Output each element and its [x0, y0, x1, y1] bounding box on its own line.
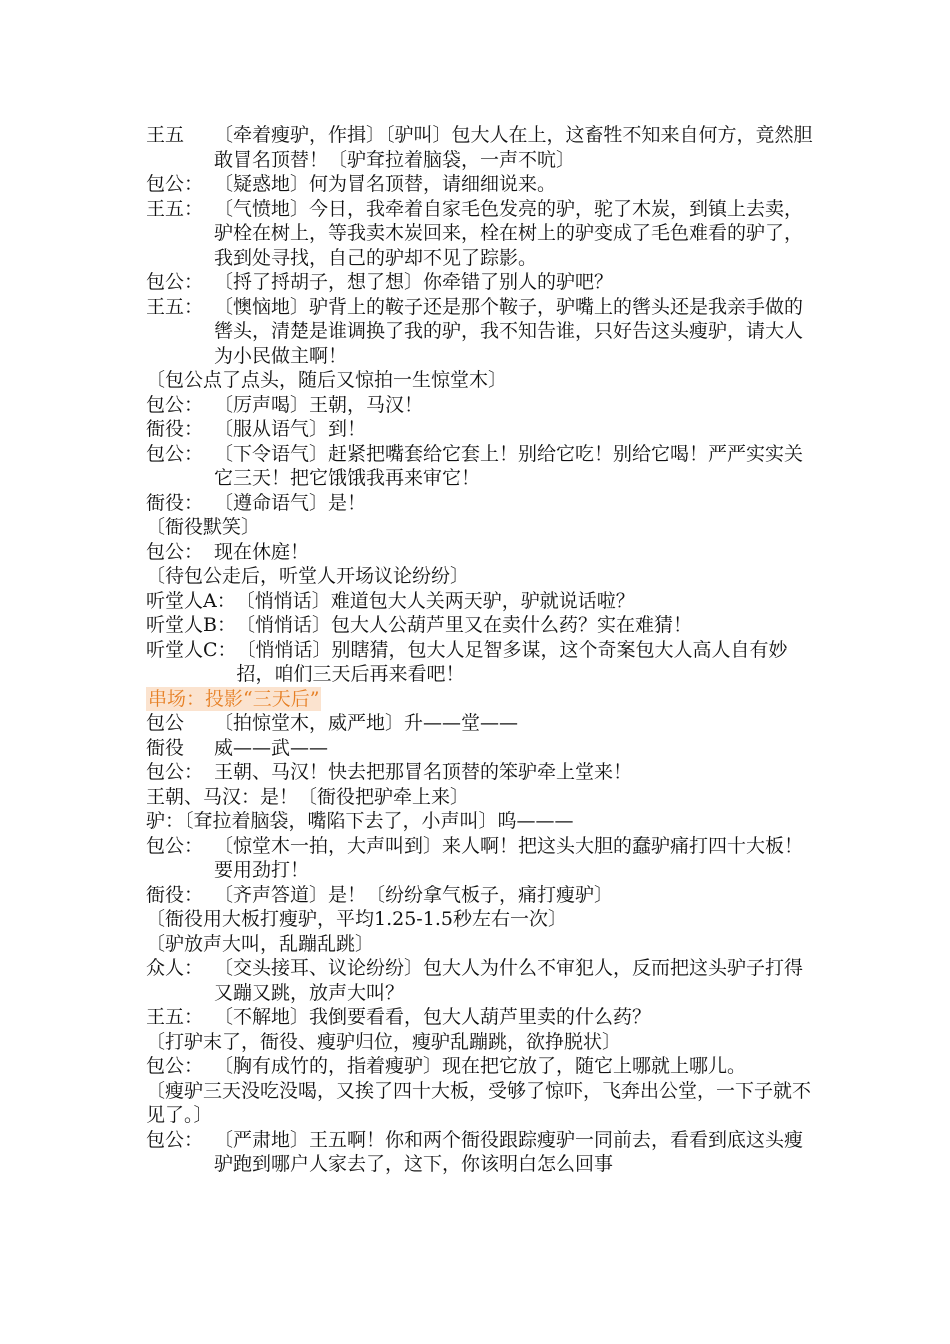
stage-direction-text: 〔瘦驴三天没吃没喝，又挨了四十大板，受够了惊吓，飞奔出公堂，一下子就不见了。〕 — [146, 1079, 812, 1126]
dialogue-text: 〔交头接耳、议论纷纷〕包大人为什么不审犯人，反而把这头驴子打得又蹦又跳，放声大叫？ — [214, 957, 804, 1004]
transition-highlight: 串场：投影“三天后” — [148, 687, 320, 710]
dialogue-text: 〔懊恼地〕驴背上的鞍子还是那个鞍子，驴嘴上的辔头还是我亲手做的辔头，清楚是谁调换了我的驴，我不知告谁，只好告这头瘦驴，请大人为小民做主啊！ — [214, 295, 804, 367]
speaker-label: 听堂人B： — [146, 614, 236, 636]
speaker-label: 包公： — [146, 271, 204, 293]
dialogue-line — [146, 760, 816, 785]
dialogue-line — [146, 1005, 816, 1030]
dialogue-line — [146, 834, 816, 883]
dialogue-text: 〔齐声答道〕是！〔纷纷拿气板子，痛打瘦驴〕 — [214, 883, 614, 906]
stage-direction-text: 驴：〔耷拉着脑袋，嘴陷下去了，小声叫〕呜——— — [146, 810, 574, 832]
stage-direction-text: 〔包公点了点头，随后又惊拍一生惊堂木〕 — [146, 369, 508, 391]
stage-direction — [146, 1079, 816, 1128]
dialogue-text: 〔不解地〕我倒要看看，包大人葫芦里卖的什么药？ — [214, 1006, 652, 1028]
dialogue-line — [146, 197, 816, 271]
dialogue-text: 〔拍惊堂木，威严地〕升——堂—— — [214, 712, 519, 734]
speaker-label: 包公： — [146, 761, 204, 783]
dialogue-line — [146, 1128, 816, 1177]
stage-direction-text: 〔驴放声大叫，乱蹦乱跳〕 — [146, 932, 375, 955]
speaker-label: 包公： — [146, 1128, 204, 1151]
stage-direction — [146, 564, 816, 589]
dialogue-text: 〔悄悄话〕难道包大人关两天驴，驴就说话啦？ — [235, 589, 635, 612]
speaker-label: 包公： — [146, 173, 204, 195]
speaker-label: 衙役： — [146, 418, 204, 440]
dialogue-text: 威——武—— — [214, 736, 329, 759]
dialogue-line — [146, 417, 816, 442]
stage-direction — [146, 1030, 816, 1055]
speaker-label: 包公： — [146, 442, 204, 465]
stage-direction-text: 〔衙役用大板打瘦驴，平均1.25-1.5秒左右一次〕 — [146, 908, 567, 930]
dialogue-text: 〔胸有成竹的，指着瘦驴〕现在把它放了，随它上哪就上哪儿。 — [214, 1055, 747, 1077]
speaker-label: 衙役 — [146, 736, 185, 759]
speaker-label: 众人： — [146, 957, 204, 979]
stage-direction-text: 王朝、马汉：是！〔衙役把驴牵上来〕 — [146, 785, 470, 808]
dialogue-line — [146, 540, 816, 565]
dialogue-line — [146, 491, 816, 516]
dialogue-text: 王朝、马汉！快去把那冒名顶替的笨驴牵上堂来！ — [214, 761, 633, 783]
speaker-label: 衙役： — [146, 491, 204, 514]
stage-direction — [146, 368, 816, 393]
dialogue-text: 〔捋了捋胡子，想了想〕你牵错了别人的驴吧？ — [214, 271, 614, 293]
stage-direction — [146, 932, 816, 957]
stage-direction-text: 〔待包公走后，听堂人开场议论纷纷〕 — [146, 565, 470, 587]
dialogue-line — [146, 393, 816, 418]
speaker-label: 包公： — [146, 393, 204, 416]
dialogue-line — [146, 883, 816, 908]
transition-line — [146, 687, 816, 712]
dialogue-line — [146, 1054, 816, 1079]
speaker-label: 衙役： — [146, 883, 204, 906]
dialogue-text: 〔悄悄话〕包大人公葫芦里又在卖什么药？实在难猜！ — [235, 614, 692, 636]
speaker-label: 王五 — [146, 124, 185, 146]
script-body — [146, 123, 816, 1177]
stage-direction — [146, 515, 816, 540]
speaker-label: 王五： — [146, 197, 204, 220]
dialogue-text: 〔下令语气〕赶紧把嘴套给它套上！别给它吃！别给它喝！严严实实关它三天！把它饿饿我再来审它！ — [214, 442, 804, 489]
dialogue-line — [146, 613, 816, 638]
speaker-label: 王五： — [146, 295, 204, 318]
speaker-label: 包公 — [146, 712, 185, 734]
dialogue-text: 现在休庭！ — [214, 540, 310, 563]
dialogue-text: 〔悄悄话〕别瞎猜，包大人足智多谋，这个奇案包大人高人自有妙招，咱们三天后再来看吧！ — [236, 638, 788, 685]
dialogue-text: 〔严肃地〕王五啊！你和两个衙役跟踪瘦驴一同前去，看看到底这头瘦驴跑到哪户人家去了，这下，你该明白怎么回事 — [214, 1128, 804, 1175]
dialogue-line — [146, 123, 816, 172]
dialogue-line — [146, 270, 816, 295]
speaker-label: 听堂人C： — [146, 638, 237, 661]
dialogue-text: 〔遵命语气〕是！ — [214, 491, 367, 514]
dialogue-line — [146, 172, 816, 197]
speaker-label: 包公： — [146, 1055, 204, 1077]
dialogue-text: 〔厉声喝〕王朝，马汉！ — [214, 393, 424, 416]
stage-direction — [146, 785, 816, 810]
dialogue-text: 〔疑惑地〕何为冒名顶替，请细细说来。 — [214, 173, 557, 195]
stage-direction-text: 〔打驴末了，衙役、瘦驴归位，瘦驴乱蹦跳，欲挣脱状〕 — [146, 1030, 622, 1053]
stage-direction-text: 〔衙役默笑〕 — [146, 516, 261, 538]
stage-direction — [146, 907, 816, 932]
dialogue-text: 〔服从语气〕到！ — [214, 418, 367, 440]
dialogue-line — [146, 589, 816, 614]
dialogue-text: 〔惊堂木一拍，大声叫到〕来人啊！把这头大胆的蠢驴痛打四十大板！要用劲打！ — [214, 834, 804, 881]
dialogue-line — [146, 956, 816, 1005]
speaker-label: 王五： — [146, 1006, 204, 1028]
dialogue-line — [146, 442, 816, 491]
speaker-label: 包公： — [146, 540, 204, 563]
speaker-label: 听堂人A： — [146, 589, 236, 612]
dialogue-line — [146, 711, 816, 736]
dialogue-text: 〔牵着瘦驴，作揖〕〔驴叫〕包大人在上，这畜牲不知来自何方，竟然胆敢冒名顶替！〔驴耷拉着脑袋，一声不吭〕 — [214, 124, 813, 171]
dialogue-line — [146, 638, 816, 687]
stage-direction — [146, 809, 816, 834]
dialogue-text: 〔气愤地〕今日，我牵着自家毛色发亮的驴，驼了木炭，到镇上去卖，驴栓在树上，等我卖木炭回来，栓在树上的驴变成了毛色难看的驴了，我到处寻找，自己的驴却不见了踪影。 — [214, 197, 804, 269]
speaker-label: 包公： — [146, 834, 204, 857]
dialogue-line — [146, 736, 816, 761]
dialogue-line — [146, 295, 816, 369]
